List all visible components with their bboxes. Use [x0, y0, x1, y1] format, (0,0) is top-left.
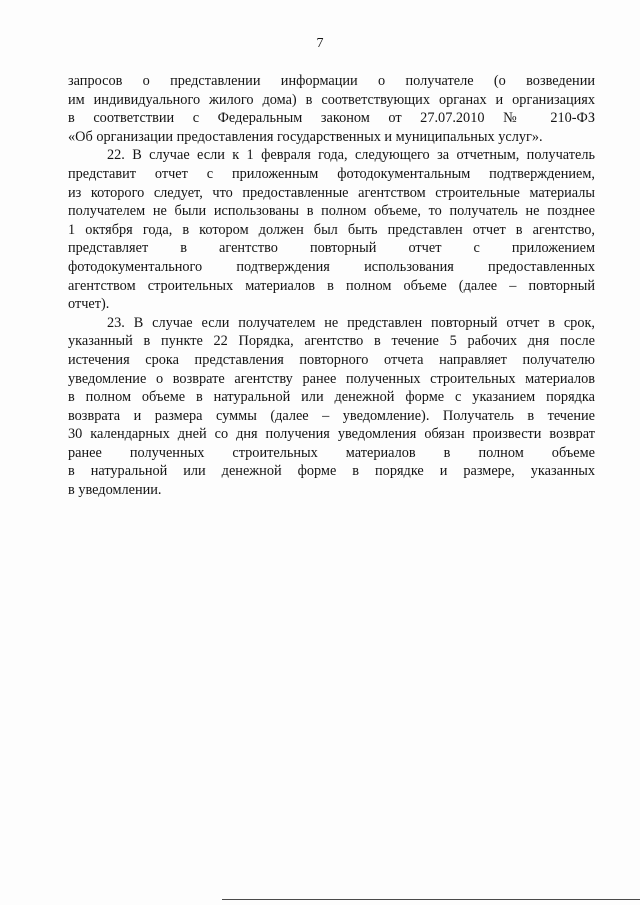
text-line: в уведомлении. — [68, 482, 162, 499]
text-line: запросов о представлении информации о получателе (о возведении — [68, 73, 595, 89]
footer-rule — [222, 899, 640, 900]
text-line: представляет в агентство повторный отчет с приложением — [68, 240, 595, 257]
paragraph-item-22 — [68, 146, 595, 313]
text-line: получателем не были использованы в полном объеме, то получатель не позднее — [68, 203, 595, 220]
text-line: уведомление о возврате агентству ранее полученных строительных материалов — [68, 370, 595, 387]
page-number: 7 — [316, 36, 324, 51]
text-line: 30 календарных дней со дня получения уведомления обязан произвести возврат — [68, 426, 595, 443]
text-line: из которого следует, что предоставленные агентством строительные материалы — [68, 184, 595, 201]
text-line: ранее полученных строительных материалов в полном объеме — [68, 444, 595, 461]
document-body — [68, 72, 595, 500]
text-line: указанный в пункте 22 Порядка, агентство в течение 5 рабочих дня после — [68, 333, 595, 350]
paragraph-item-23 — [68, 314, 595, 500]
text-line: отчет). — [68, 296, 110, 313]
text-line: в полном объеме в натуральной или денежной форме с указанием порядка — [68, 389, 595, 406]
text-line: 1 октября года, в котором должен был быть представлен отчет в агентство, — [68, 221, 595, 238]
text-line: в соответствии с Федеральным законом от 27.07.2010 № 210-ФЗ — [68, 110, 595, 127]
text-line: представит отчет с приложенным фотодокументальным подтверждением, — [68, 165, 595, 182]
text-line: им индивидуального жилого дома) в соответствующих органах и организациях — [68, 91, 595, 108]
text-line: в натуральной или денежной форме в порядке и размере, указанных — [68, 463, 595, 480]
text-line: возврата и размера суммы (далее – уведомление). Получатель в течение — [68, 407, 595, 424]
paragraph-continuation — [68, 72, 595, 146]
text-line: «Об организации предоставления государственных и муниципальных услуг». — [68, 128, 543, 145]
text-line: 22. В случае если к 1 февраля года, следующего за отчетным, получатель — [107, 147, 595, 164]
text-line: истечения срока представления повторного отчета направляет получателю — [68, 351, 595, 368]
text-line: фотодокументального подтверждения использования предоставленных — [68, 258, 595, 275]
text-line: 23. В случае если получателем не представлен повторный отчет в срок, — [107, 314, 595, 331]
text-line: агентством строительных материалов в полном объеме (далее – повторный — [68, 277, 595, 294]
